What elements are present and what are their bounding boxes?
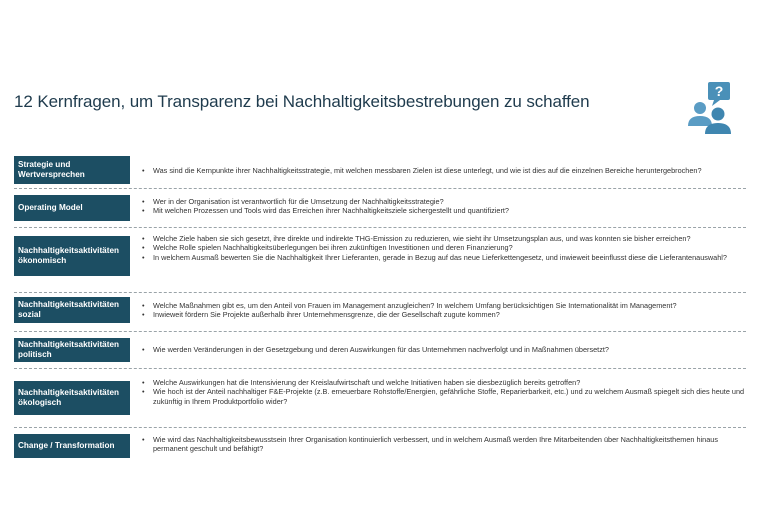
table-row bbox=[14, 332, 746, 369]
table-row bbox=[14, 189, 746, 228]
table-row bbox=[14, 293, 746, 332]
question-list bbox=[142, 197, 746, 216]
question-item: • Was sind die Kernpunkte ihrer Nachhaltigkeitsstrategie, mit welchen messbaren Zielen ist diese unterlegt, und wie ist dies auf die einzelnen Bereiche heruntergebrochen? bbox=[142, 166, 746, 175]
table-row bbox=[14, 428, 746, 464]
page-title: 12 Kernfragen, um Transparenz bei Nachhaltigkeitsbestrebungen zu schaffen bbox=[14, 92, 590, 111]
question-list bbox=[142, 378, 746, 406]
question-mark: ? bbox=[714, 83, 724, 99]
table-row bbox=[14, 154, 746, 189]
question-item: • Wie werden Veränderungen in der Gesetzgebung und deren Auswirkungen für das Unternehmen nachverfolgt und in Maßnahmen übersetzt? bbox=[142, 345, 746, 354]
question-item: • Mit welchen Prozessen und Tools wird das Erreichen ihrer Nachhaltigkeitsziele sichergestellt und quantifiziert? bbox=[142, 206, 746, 215]
question-item: • Inwieweit fördern Sie Projekte außerhalb ihrer Unternehmensgrenze, die der Gesellschaft zugute kommen? bbox=[142, 310, 746, 319]
question-list bbox=[142, 301, 746, 320]
category-label: Nachhaltigkeitsaktivitäten ökonomisch bbox=[14, 236, 130, 276]
table-row bbox=[14, 228, 746, 293]
question-item: • Welche Auswirkungen hat die Intensivierung der Kreislaufwirtschaft und welche Initiativen haben sie diesbezüglich bereits getroffen? bbox=[142, 378, 746, 387]
question-item: • Welche Ziele haben sie sich gesetzt, ihre direkte und indirekte THG-Emission zu reduzieren, wie sieht ihr Umsetzungsplan aus, und was konnten sie bisher erreichen? bbox=[142, 234, 746, 243]
question-item: • Wie wird das Nachhaltigkeitsbewusstsein Ihrer Organisation kontinuierlich verbessert, und in welchem Ausmaß werden Ihre Mitarbeitenden über Nachhaltigkeitsthemen hinaus permanent geschult und befähigt? bbox=[142, 435, 746, 454]
question-list bbox=[142, 234, 746, 262]
category-label: Strategie und Wertversprechen bbox=[14, 156, 130, 184]
category-label: Change / Transformation bbox=[14, 434, 130, 458]
question-item: • Wer in der Organisation ist verantwortlich für die Umsetzung der Nachhaltigkeitsstrategie? bbox=[142, 197, 746, 206]
category-label: Nachhaltigkeitsaktivitäten sozial bbox=[14, 297, 130, 323]
category-label: Nachhaltigkeitsaktivitäten ökologisch bbox=[14, 381, 130, 415]
question-item: • Welche Rolle spielen Nachhaltigkeitsüberlegungen bei ihren zukünftigen Investitionen und deren Finanzierung? bbox=[142, 243, 746, 252]
table-row bbox=[14, 369, 746, 428]
question-table bbox=[14, 154, 746, 464]
question-item: • Wie hoch ist der Anteil nachhaltiger F&E-Projekte (z.B. erneuerbare Rohstoffe/Energien, gefährliche Stoffe, Reparierbarkeit, etc.) und zu welchem Ausmaß spiegelt sich dies heute und zukünftig in Ihrem Produktportfolio wider? bbox=[142, 387, 746, 406]
question-item: • Welche Maßnahmen gibt es, um den Anteil von Frauen im Management anzugleichen? In welchem Umfang berücksichtigen Sie Internationalität im Management? bbox=[142, 301, 746, 310]
question-list bbox=[142, 345, 746, 354]
category-label: Operating Model bbox=[14, 195, 130, 221]
people-question-icon bbox=[686, 80, 736, 136]
question-item: • In welchem Ausmaß bewerten Sie die Nachhaltigkeit Ihrer Lieferanten, gerade in Bezug auf das neue Lieferkettengesetz, und inwieweit beeinflusst diese die Lieferantenauswahl? bbox=[142, 253, 746, 262]
question-list bbox=[142, 435, 746, 454]
category-label: Nachhaltigkeitsaktivitäten politisch bbox=[14, 338, 130, 362]
question-list bbox=[142, 166, 746, 175]
